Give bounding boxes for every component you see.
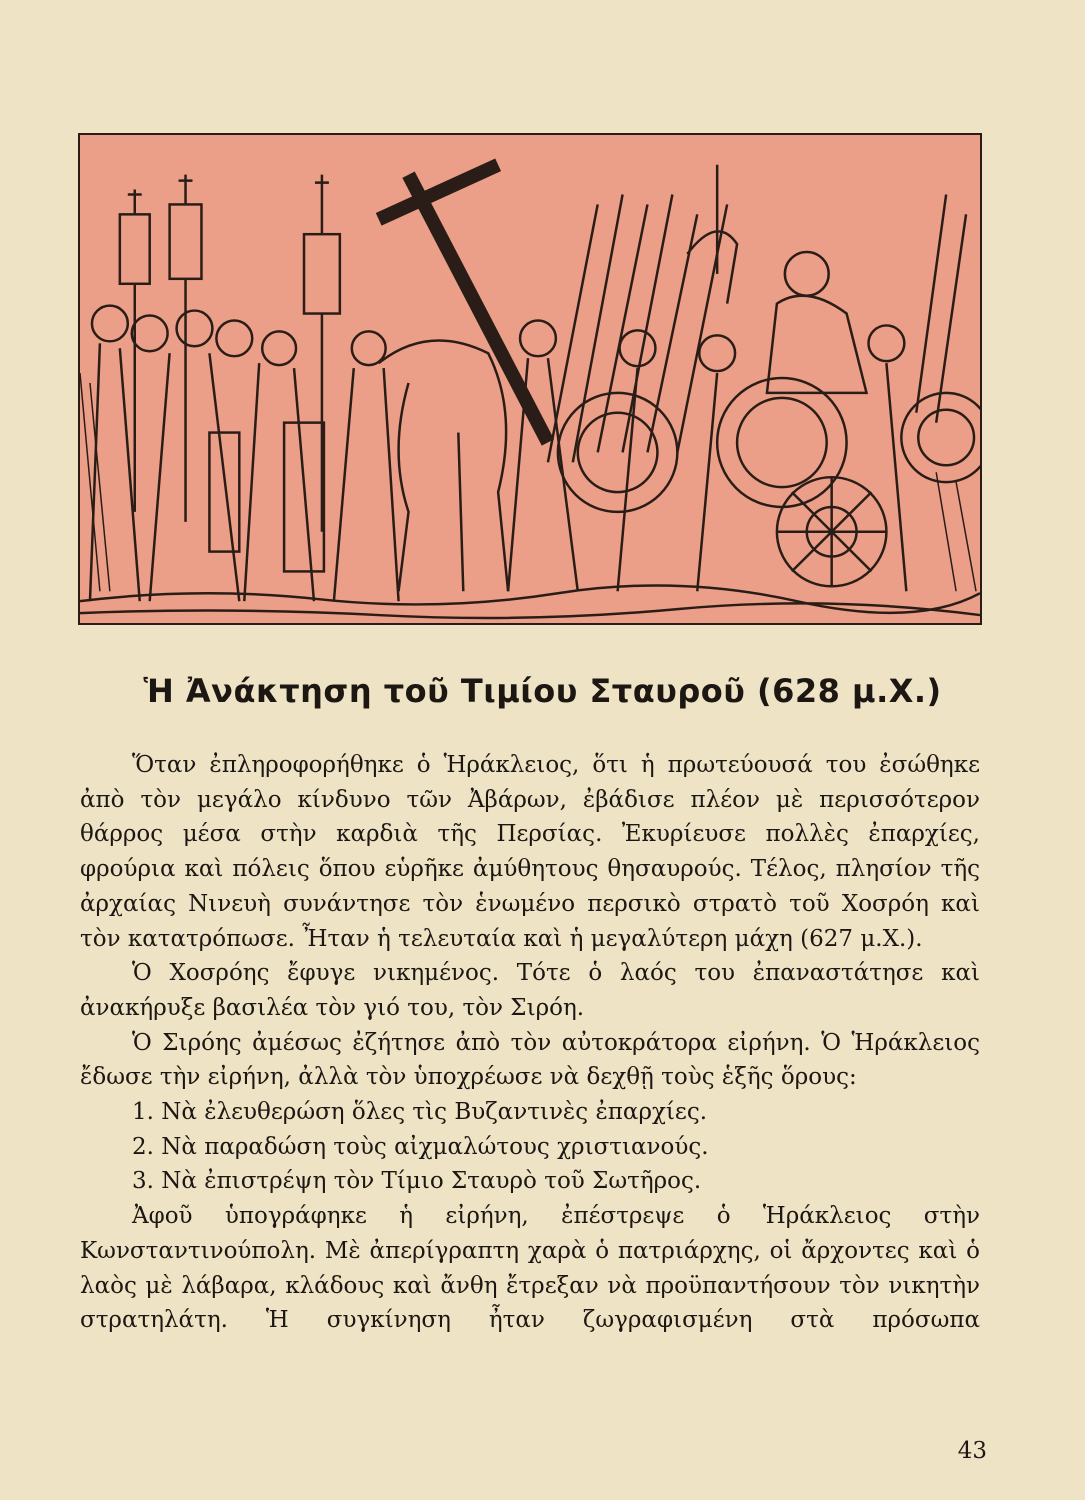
list-item: 2. Νὰ παραδώση τοὺς αἰχμαλώτους χριστιανούς. <box>132 1133 709 1160</box>
list-item: 3. Νὰ ἐπιστρέψη τὸν Τίμιο Σταυρὸ τοῦ Σωτῆρος. <box>132 1168 702 1195</box>
paragraph: Ὁ Σιρόης ἀμέσως ἐζήτησε ἀπὸ τὸν αὐτοκράτορα εἰρήνη. Ὁ Ἡράκλειος ἔδωσε τὴν εἰρήνη, ἀλλὰ τὸν ὑποχρέωσε νὰ δεχθῇ τοὺς ἑξῆς ὅρους: <box>80 1029 980 1091</box>
paragraph: Ὅταν ἐπληροφορήθηκε ὁ Ἡράκλειος, ὅτι ἡ πρωτεύουσά του ἐσώθηκε ἀπὸ τὸν μεγάλο κίνδυνο τῶν Ἀβάρων, ἐβάδισε πλέον μὲ περισσότερον θάρρος μέσα στὴν καρδιὰ τῆς Περσίας. Ἐκυρίευσε πολλὲς ἐπαρχίες, φρούρια καὶ πόλεις ὅπου εὑρῆκε ἀμύθητους θησαυρούς. Τέλος, πλησίον τῆς ἀρχαίας Νινευὴ συνάντησε τὸν ἑνωμένο περσικὸ στρατὸ τοῦ Χοσρόη καὶ τὸν κατατρόπωσε. Ἦταν ἡ τελευταία καὶ ἡ μεγαλύτερη μάχη (627 μ.Χ.). <box>80 752 980 952</box>
paragraph: Ὁ Χοσρόης ἔφυγε νικημένος. Τότε ὁ λαός του ἐπαναστάτησε καὶ ἀνακήρυξε βασιλέα τὸν γιό του, τὸν Σιρόη. <box>80 960 980 1021</box>
page-title: Ἡ Ἀνάκτηση τοῦ Τιμίου Σταυροῦ (628 μ.Χ.) <box>143 672 942 710</box>
list-item: 1. Νὰ ἐλευθερώση ὅλες τὶς Βυζαντινὲς ἐπαρχίες. <box>132 1099 708 1126</box>
body-text <box>80 748 980 1338</box>
procession-illustration <box>78 133 982 625</box>
procession-engraving-icon <box>80 135 980 623</box>
paragraph: Ἀφοῦ ὑπογράφηκε ἡ εἰρήνη, ἐπέστρεψε ὁ Ἡράκλειος στὴν Κωνσταντινούπολη. Μὲ ἀπερίγραπτη χαρὰ ὁ πατριάρχης, οἱ ἄρχοντες καὶ ὁ λαὸς μὲ λάβαρα, κλάδους καὶ ἄνθη ἔτρεξαν νὰ προϋπαντήσουν τὸν νικητὴν στρατηλάτη. Ἡ συγκίνηση ἦταν ζωγραφισμένη στὰ πρόσωπα <box>80 1203 980 1334</box>
page-number: 43 <box>957 1438 987 1464</box>
